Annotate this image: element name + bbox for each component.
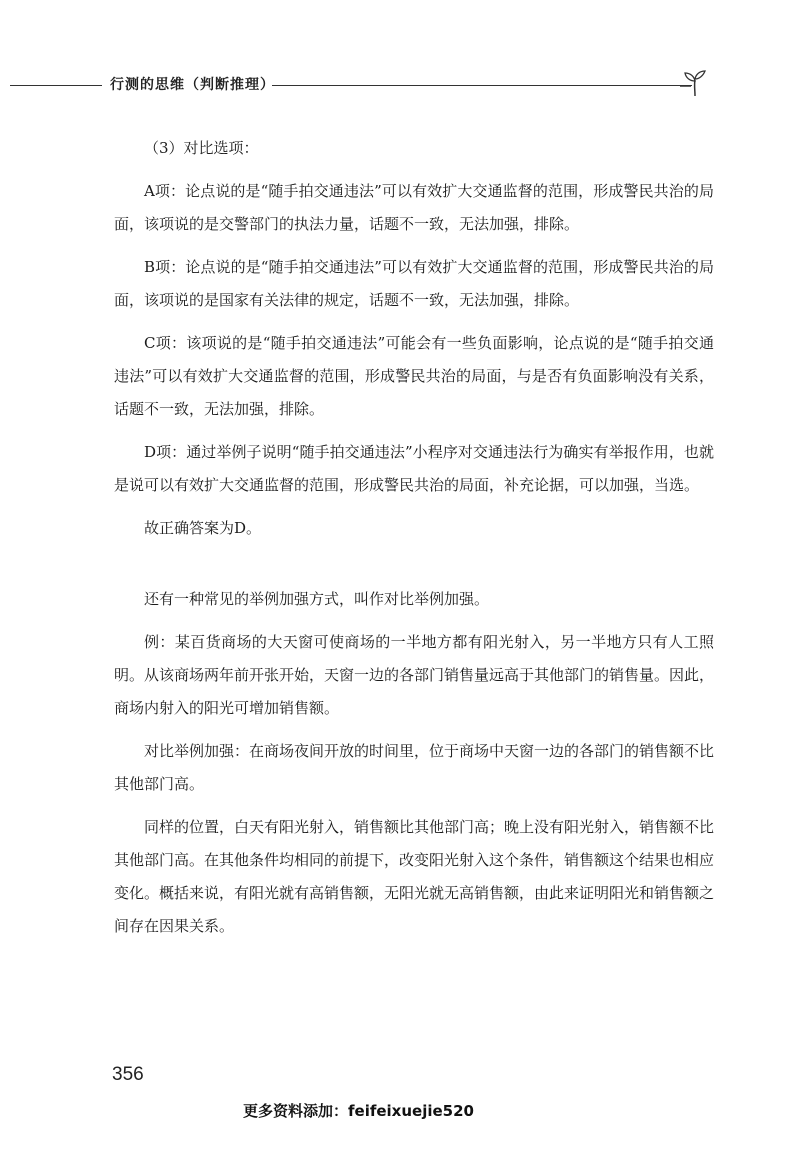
- running-header: [0, 68, 800, 102]
- paragraph-compare-options: （3）对比选项：: [144, 139, 259, 157]
- footer-note: 更多资料添加：feifeixuejie520: [243, 1102, 474, 1120]
- header-title: 行测的思维（判断推理）: [110, 77, 275, 93]
- paragraph-option-d: D项：通过举例子说明“随手拍交通违法”小程序对交通违法行为确实有举报作用，也就是说可以有效扩大交通监督的范围，形成警民共治的局面，补充论据，可以加强，当选。: [114, 443, 714, 494]
- paragraph-answer: 故正确答案为D。: [144, 519, 262, 537]
- sprout-icon: [680, 68, 710, 98]
- header-rule-left: [10, 85, 102, 86]
- page-number: 356: [112, 1064, 144, 1085]
- paragraph-option-c: C项：该项说的是“随手拍交通违法”可能会有一些负面影响，论点说的是“随手拍交通违法”可以有效扩大交通监督的范围，形成警民共治的局面，与是否有负面影响没有关系，话题不一致，无法加强，排除。: [114, 334, 714, 418]
- paragraph-option-b: B项：论点说的是“随手拍交通违法”可以有效扩大交通监督的范围，形成警民共治的局面，该项说的是国家有关法律的规定，话题不一致，无法加强，排除。: [114, 258, 714, 309]
- paragraph-contrast-strengthen: 对比举例加强：在商场夜间开放的时间里，位于商场中天窗一边的各部门的销售额不比其他部门高。: [114, 742, 715, 793]
- main-text: [114, 132, 714, 953]
- paragraph-example: 例：某百货商场的大天窗可使商场的一半地方都有阳光射入，另一半地方只有人工照明。从该商场两年前开张开始，天窗一边的各部门销售量远高于其他部门的销售量。因此，商场内射入的阳光可增加销售额。: [114, 633, 715, 717]
- paragraph-intro-contrast: 还有一种常见的举例加强方式，叫作对比举例加强。: [144, 590, 490, 608]
- paragraph-option-a: A项：论点说的是“随手拍交通违法”可以有效扩大交通监督的范围，形成警民共治的局面，该项说的是交警部门的执法力量，话题不一致，无法加强，排除。: [114, 182, 714, 233]
- header-rule-right: [272, 85, 692, 86]
- paragraph-explanation: 同样的位置，白天有阳光射入，销售额比其他部门高；晚上没有阳光射入，销售额不比其他部门高。在其他条件均相同的前提下，改变阳光射入这个条件，销售额这个结果也相应变化。概括来说，有阳光就有高销售额，无阳光就无高销售额，由此来证明阳光和销售额之间存在因果关系。: [114, 818, 715, 935]
